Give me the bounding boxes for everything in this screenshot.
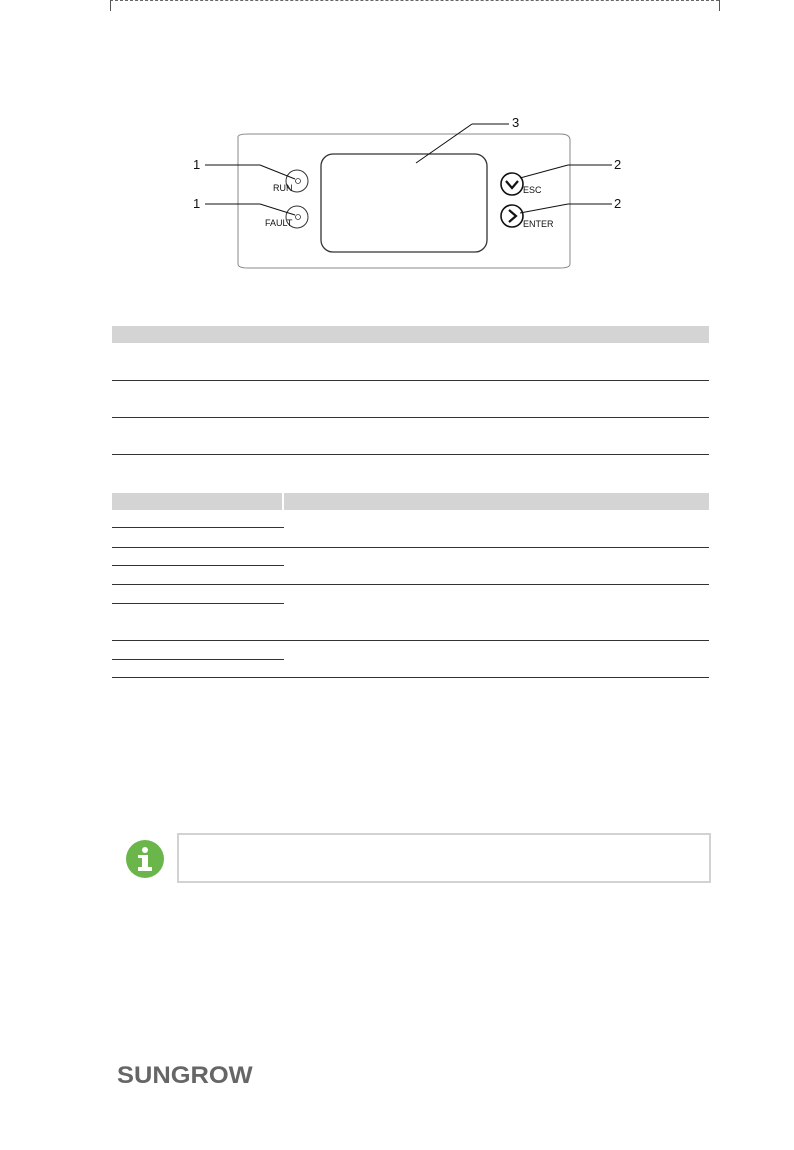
fault-label: FAULT [265,218,293,228]
control-panel-diagram [0,0,794,300]
callout-1-run: 1 [193,157,201,172]
enter-button[interactable] [501,205,523,227]
sungrow-logo: SUNGROW [117,1062,253,1089]
table2-header [112,493,709,510]
enter-label: ENTER [523,219,554,229]
info-icon [126,840,164,878]
chevron-down-icon [506,181,518,188]
callout-3-screen: 3 [512,115,520,130]
esc-button[interactable] [501,173,523,195]
led-description-table [112,326,709,456]
chevron-right-icon [509,210,516,222]
callout-2-esc: 2 [614,157,622,172]
panel-drawing [0,0,794,300]
button-description-table [112,493,709,679]
fault-led-dot [296,215,301,220]
note-box [177,833,711,883]
table-row [112,510,709,678]
run-label: RUN [273,183,293,193]
callout-1-fault: 1 [193,196,201,211]
table1-header [112,326,709,343]
table-row [112,343,709,455]
lcd-screen [321,154,487,252]
esc-label: ESC [523,185,542,195]
run-led-dot [296,179,301,184]
callout-2-enter: 2 [614,196,622,211]
